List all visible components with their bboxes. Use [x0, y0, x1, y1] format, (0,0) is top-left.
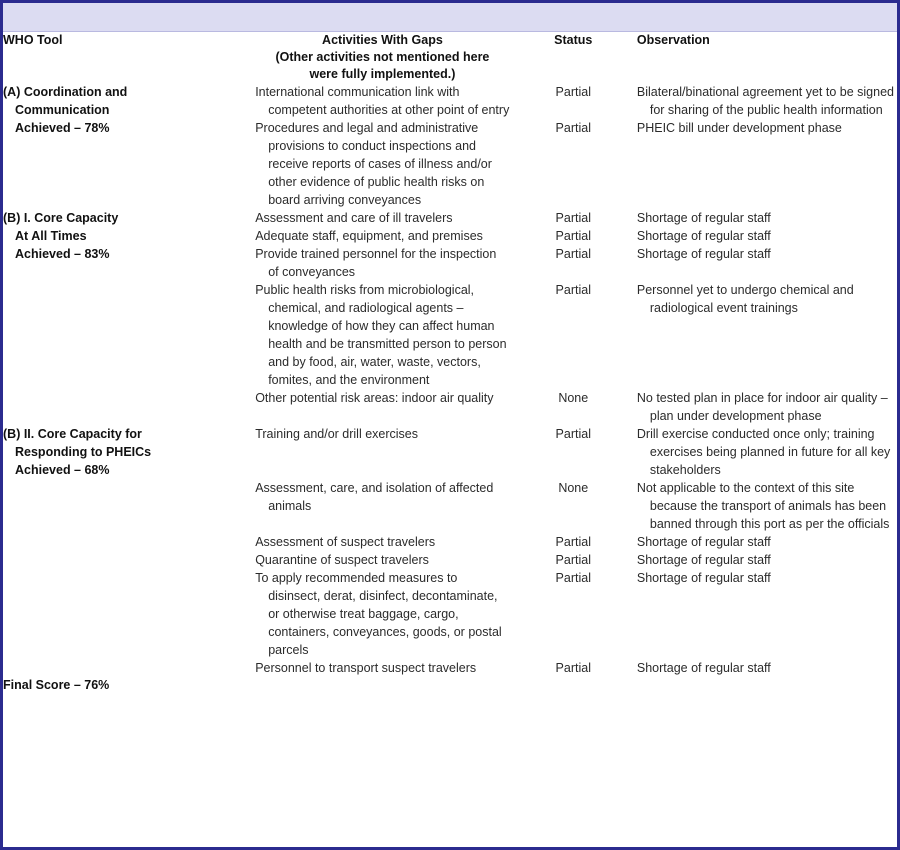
final-score-row — [3, 677, 897, 693]
status-value: Partial — [555, 553, 591, 567]
observation-cell — [637, 83, 897, 119]
activity-cell — [255, 245, 509, 281]
who-tool-line-2: At All Times — [15, 229, 87, 243]
column-header-status: Status — [554, 33, 593, 47]
observation-text: Drill exercise conducted once only; training exercises being planned in future for all key stakeholders — [636, 427, 891, 477]
status-cell — [510, 83, 637, 119]
who-tool-cell-section-b2 — [3, 425, 255, 677]
observation-text: Not applicable to the context of this site because the transport of animals has been banned through this port as per the officials — [636, 481, 890, 531]
status-cell — [510, 245, 637, 281]
status-cell — [510, 551, 637, 569]
who-tool-line-1: (B) I. Core Capacity — [3, 211, 119, 225]
column-header-activities-note-line2: were fully implemented.) — [309, 67, 456, 81]
activity-text: Procedures and legal and administrative provisions to conduct inspections and receive reports of cases of illness and/or other evidence of public health risks on board arriving conveyances — [255, 121, 492, 207]
observation-cell — [637, 209, 897, 227]
activity-text: Quarantine of suspect travelers — [255, 553, 429, 567]
status-value: Partial — [555, 283, 591, 297]
activity-cell — [255, 659, 509, 677]
status-value: None — [558, 481, 589, 495]
status-value: Partial — [555, 247, 591, 261]
table-row — [3, 209, 897, 227]
activity-cell — [255, 281, 509, 389]
observation-text: PHEIC bill under development phase — [636, 121, 842, 135]
who-tool-line-2: Responding to PHEICs — [15, 445, 152, 459]
who-tool-line-3: Achieved – 68% — [15, 463, 110, 477]
observation-text: No tested plan in place for indoor air quality – plan under development phase — [636, 391, 888, 423]
activity-cell — [255, 227, 509, 245]
activity-text: Assessment of suspect travelers — [255, 535, 436, 549]
activity-text: Training and/or drill exercises — [255, 427, 419, 441]
column-header-activities-title: Activities With Gaps — [322, 33, 443, 47]
activity-cell — [255, 569, 509, 659]
observation-text: Shortage of regular staff — [636, 571, 771, 585]
header-band — [3, 3, 897, 32]
observation-cell — [637, 227, 897, 245]
table-row — [3, 83, 897, 119]
activity-text: Adequate staff, equipment, and premises — [255, 229, 483, 243]
table-row — [3, 425, 897, 479]
status-value: Partial — [555, 211, 591, 225]
observation-cell — [637, 425, 897, 479]
activity-text: Assessment and care of ill travelers — [255, 211, 453, 225]
status-cell — [510, 227, 637, 245]
activity-cell — [255, 389, 509, 425]
final-score-label: Final Score – 76% — [3, 678, 110, 692]
who-tool-assessment-table — [3, 32, 897, 693]
status-value: Partial — [555, 571, 591, 585]
final-score-status-cell — [510, 677, 637, 693]
activity-text: Personnel to transport suspect travelers — [255, 661, 477, 675]
final-score-activities-cell — [255, 677, 509, 693]
observation-cell — [637, 281, 897, 389]
status-value: Partial — [555, 121, 591, 135]
status-value: Partial — [555, 535, 591, 549]
status-cell — [510, 209, 637, 227]
observation-cell — [637, 569, 897, 659]
activity-cell — [255, 533, 509, 551]
activity-text: Public health risks from microbiological, chemical, and radiological agents – knowledge of how they can affect human health and be transmitted person to person and by food, air, water, waste, vectors, fomites, and the environment — [255, 283, 507, 387]
table-container — [3, 32, 897, 693]
activity-cell — [255, 479, 509, 533]
observation-text: Personnel yet to undergo chemical and radiological event trainings — [636, 283, 854, 315]
observation-cell — [637, 659, 897, 677]
who-tool-line-3: Achieved – 83% — [15, 247, 110, 261]
column-header-activities-note-line1: (Other activities not mentioned here — [275, 50, 490, 64]
observation-text: Shortage of regular staff — [636, 247, 771, 261]
final-score-observation-cell — [637, 677, 897, 693]
status-cell — [510, 533, 637, 551]
column-header-activities — [255, 32, 509, 83]
status-cell — [510, 569, 637, 659]
activity-text: Assessment, care, and isolation of affected animals — [255, 481, 494, 513]
observation-cell — [637, 479, 897, 533]
activity-text: To apply recommended measures to disinsect, derat, disinfect, decontaminate, or otherwise treat baggage, cargo, containers, conveyances, goods, or postal parcels — [255, 571, 502, 657]
status-cell — [510, 119, 637, 209]
status-cell — [510, 281, 637, 389]
observation-cell — [637, 551, 897, 569]
who-tool-line-3: Achieved – 78% — [15, 121, 110, 135]
status-cell — [510, 389, 637, 425]
observation-text: Shortage of regular staff — [636, 535, 771, 549]
who-tool-line-1: (A) Coordination and — [3, 85, 128, 99]
who-tool-line-1: (B) II. Core Capacity for — [3, 427, 142, 441]
activity-cell — [255, 209, 509, 227]
activity-text: Provide trained personnel for the inspection of conveyances — [255, 247, 497, 279]
column-header-observation: Observation — [636, 33, 710, 47]
who-tool-line-2: Communication — [15, 103, 110, 117]
status-value: Partial — [555, 85, 591, 99]
activity-cell — [255, 83, 509, 119]
activity-cell — [255, 551, 509, 569]
table-header-row — [3, 32, 897, 83]
status-cell — [510, 659, 637, 677]
who-tool-cell-section-a — [3, 83, 255, 209]
observation-cell — [637, 533, 897, 551]
observation-text: Shortage of regular staff — [636, 553, 771, 567]
status-value: None — [558, 391, 589, 405]
column-header-who-tool: WHO Tool — [3, 33, 63, 47]
status-value: Partial — [555, 661, 591, 675]
table-body — [3, 83, 897, 677]
observation-text: Shortage of regular staff — [636, 211, 771, 225]
status-cell — [510, 425, 637, 479]
activity-text: International communication link with competent authorities at other point of entry — [255, 85, 510, 117]
observation-text: Shortage of regular staff — [636, 229, 771, 243]
observation-text: Bilateral/binational agreement yet to be signed for sharing of the public health information — [636, 85, 894, 117]
status-value: Partial — [555, 229, 591, 243]
activity-text: Other potential risk areas: indoor air quality — [255, 391, 494, 405]
status-cell — [510, 479, 637, 533]
observation-cell — [637, 389, 897, 425]
who-tool-cell-section-b1 — [3, 209, 255, 425]
observation-cell — [637, 245, 897, 281]
status-value: Partial — [555, 427, 591, 441]
observation-cell — [637, 119, 897, 209]
observation-text: Shortage of regular staff — [636, 661, 771, 675]
activity-cell — [255, 425, 509, 479]
activity-cell — [255, 119, 509, 209]
